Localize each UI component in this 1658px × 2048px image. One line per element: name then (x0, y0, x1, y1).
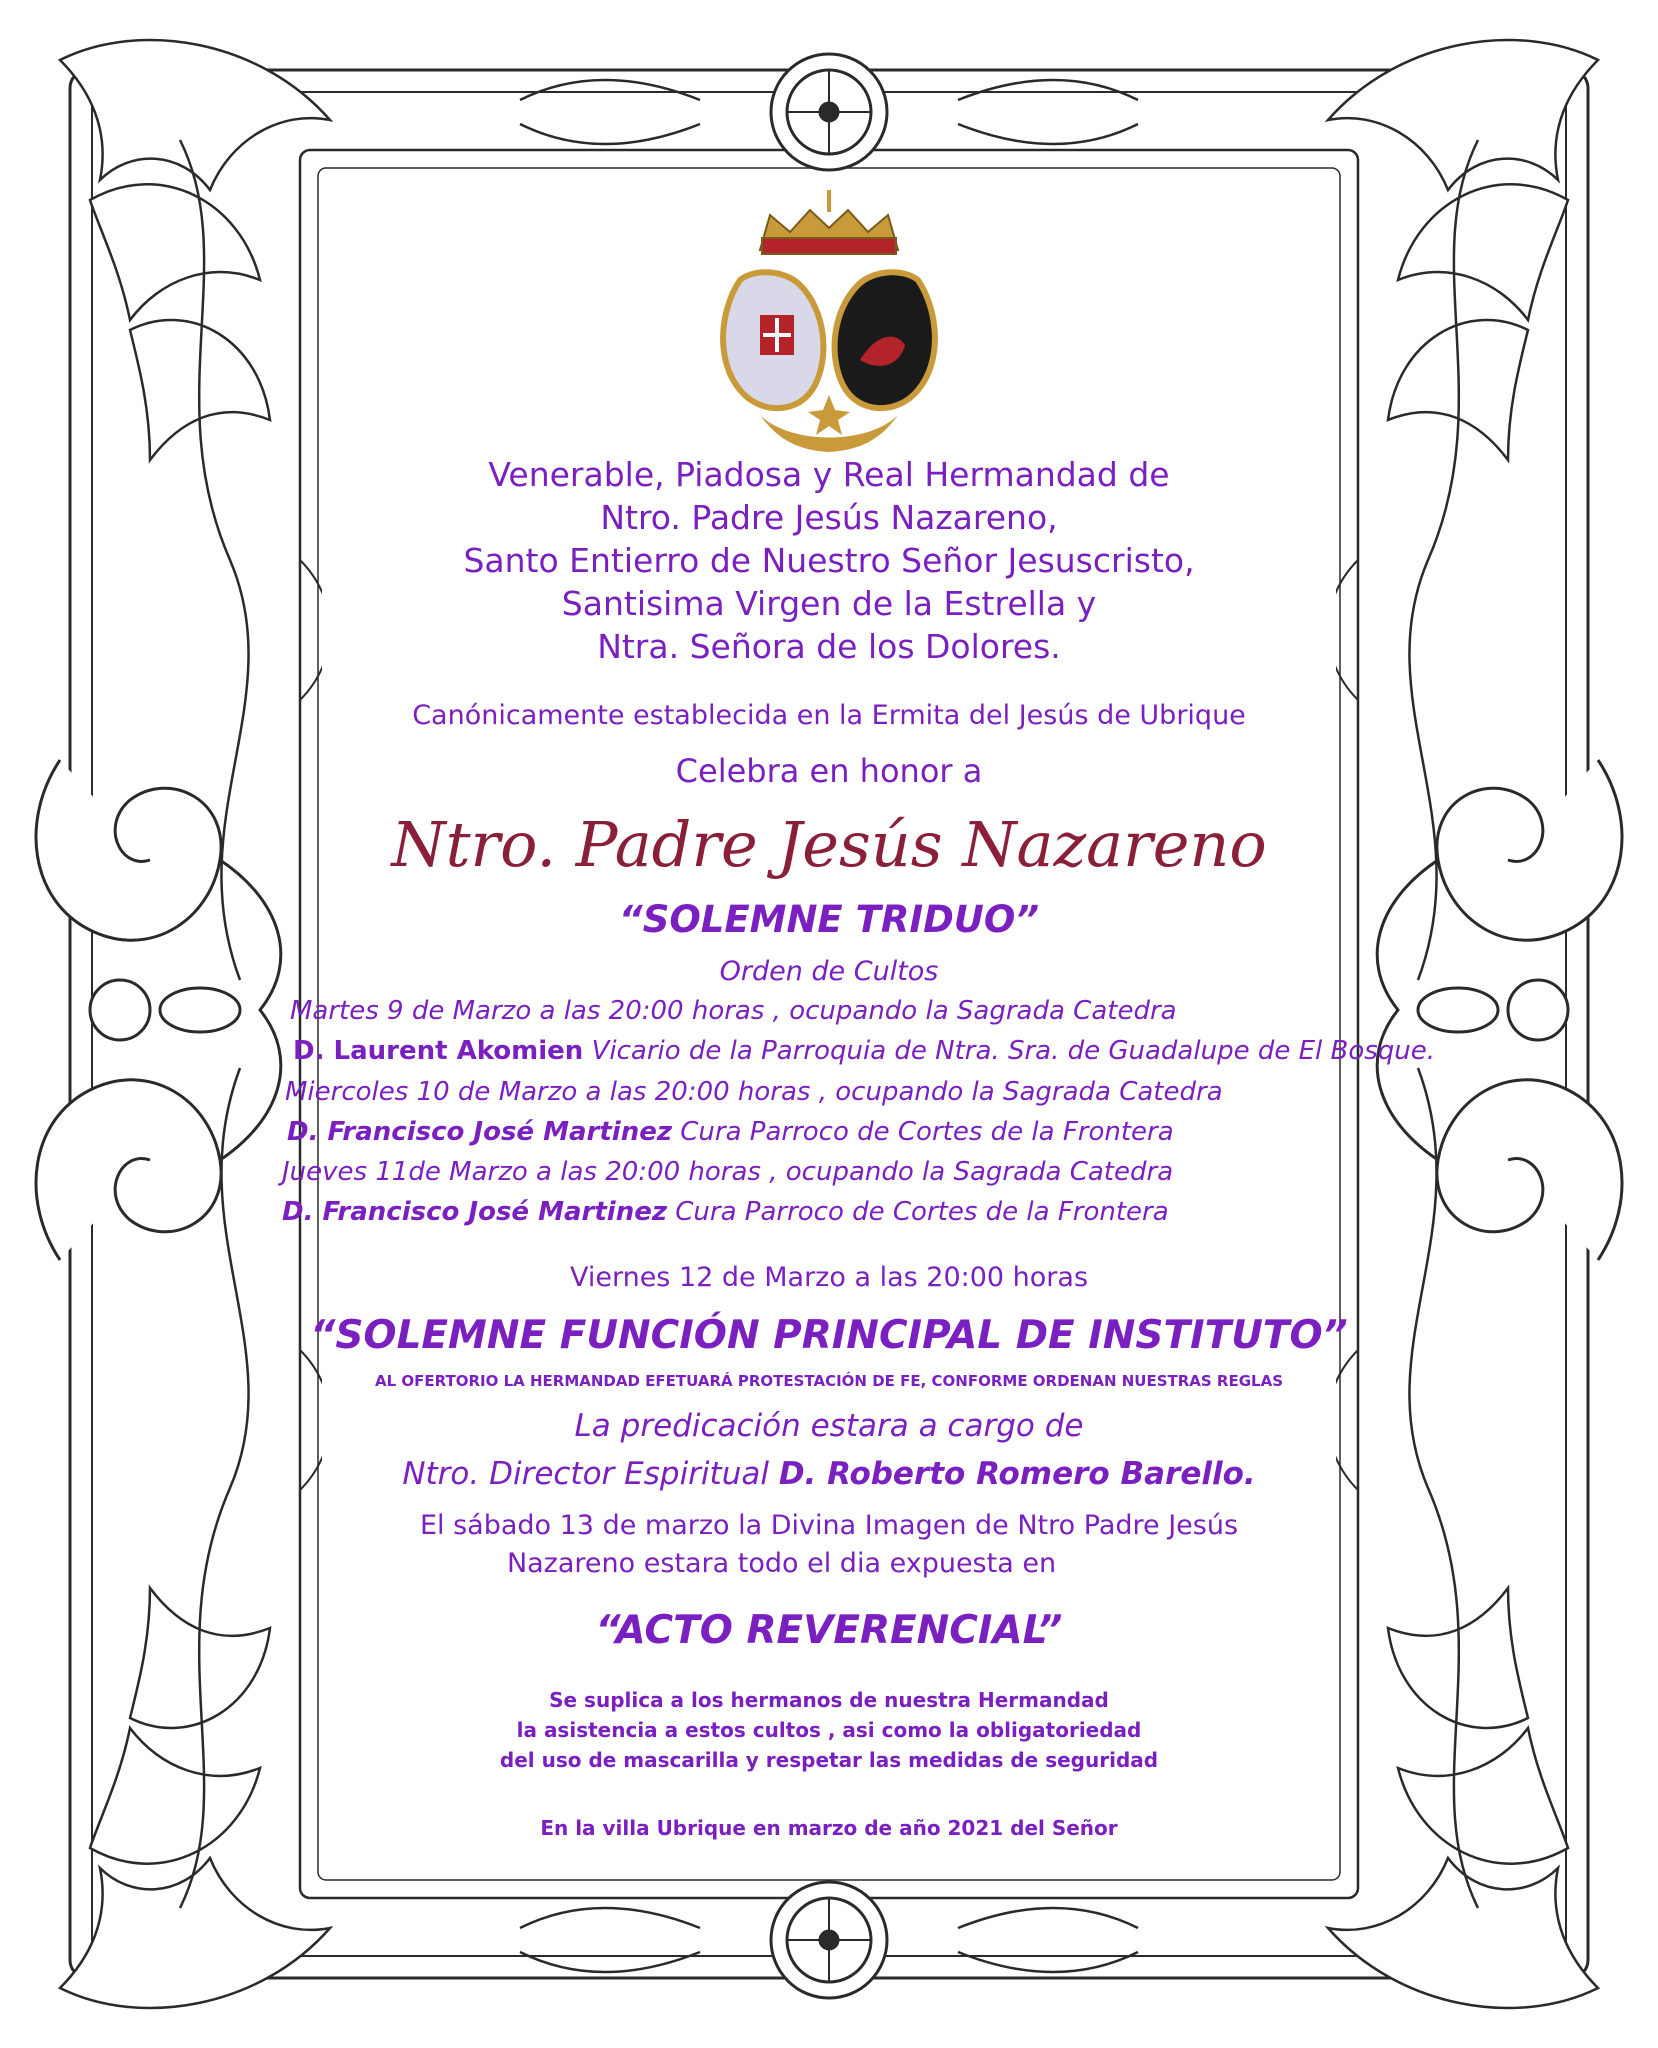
notice-line-2: la asistencia a estos cultos , asi como la obligatoriedad (516, 1718, 1142, 1742)
closing-line: En la villa Ubrique en marzo de año 2021 del Señor (540, 1816, 1118, 1840)
reverencial-intro-2: Nazareno estara todo el dia expuesta en (506, 1548, 1057, 1579)
orden-de-cultos: Orden de Cultos (719, 956, 939, 987)
predicacion-line: La predicación estara a cargo de (574, 1408, 1084, 1444)
day-3-role: Cura Parroco de Cortes de la Frontera (666, 1197, 1169, 1227)
day-3-date: Jueves 11de Marzo a las 20:00 horas , ocupando la Sagrada Catedra (282, 1157, 1174, 1187)
leaf-ornament-tl (60, 40, 330, 190)
day-1-preacher-line (293, 1036, 1435, 1066)
funcion-date: Viernes 12 de Marzo a las 20:00 horas (569, 1262, 1089, 1293)
notice-line-3: del uso de mascarilla y respetar las medidas de seguridad (499, 1748, 1159, 1772)
leaf-ornament-bl (60, 1858, 330, 2008)
established-line: Canónicamente establecida en la Ermita del Jesús de Ubrique (412, 700, 1246, 731)
funcion-note: AL OFERTORIO LA HERMANDAD EFETUARÁ PROTESTACIÓN DE FE, CONFORME ORDENAN NUESTRAS REGLAS (374, 1372, 1284, 1390)
day-2-role: Cura Parroco de Cortes de la Frontera (671, 1117, 1174, 1147)
day-2-date: Miercoles 10 de Marzo a las 20:00 horas , ocupando la Sagrada Catedra (285, 1077, 1223, 1107)
director-prefix: Ntro. Director Espiritual (402, 1456, 779, 1492)
funcion-title: “SOLEMNE FUNCIÓN PRINCIPAL DE INSTITUTO” (310, 1313, 1348, 1358)
director-line (0, 1456, 1658, 1492)
header-line-4: Santisima Virgen de la Estrella y (561, 584, 1097, 623)
header-line-1: Venerable, Piadosa y Real Hermandad de (488, 455, 1170, 494)
day-1-preacher: D. Laurent Akomien (293, 1036, 584, 1066)
header-line-5: Ntra. Señora de los Dolores. (597, 627, 1061, 666)
notice-line-1: Se suplica a los hermanos de nuestra Hermandad (549, 1688, 1109, 1712)
day-1-role: Vicario de la Parroquia de Ntra. Sra. de Guadalupe de El Bosque. (583, 1036, 1436, 1066)
header-line-3: Santo Entierro de Nuestro Señor Jesuscristo, (463, 541, 1195, 580)
reverencial-intro-1: El sábado 13 de marzo la Divina Imagen de Ntro Padre Jesús (419, 1510, 1239, 1541)
header-line-2: Ntro. Padre Jesús Nazareno, (600, 498, 1058, 537)
day-3-preacher-line (282, 1197, 1169, 1227)
leaf-ornament-tr (1328, 40, 1598, 190)
celebra-line: Celebra en honor a (675, 752, 983, 790)
reverencial-title: “ACTO REVERENCIAL” (595, 1608, 1063, 1653)
day-1-date: Martes 9 de Marzo a las 20:00 horas , ocupando la Sagrada Catedra (290, 996, 1177, 1026)
day-2-preacher: D. Francisco José Martinez (287, 1117, 672, 1147)
bottom-medallion (520, 1882, 1138, 1998)
day-3-preacher: D. Francisco José Martinez (282, 1197, 667, 1227)
triduo-title: “SOLEMNE TRIDUO” (618, 898, 1040, 941)
leaf-ornament-br (1328, 1858, 1598, 2008)
main-title: Ntro. Padre Jesús Nazareno (391, 808, 1267, 881)
day-2-preacher-line (287, 1117, 1174, 1147)
director-name: D. Roberto Romero Barello. (778, 1456, 1256, 1492)
